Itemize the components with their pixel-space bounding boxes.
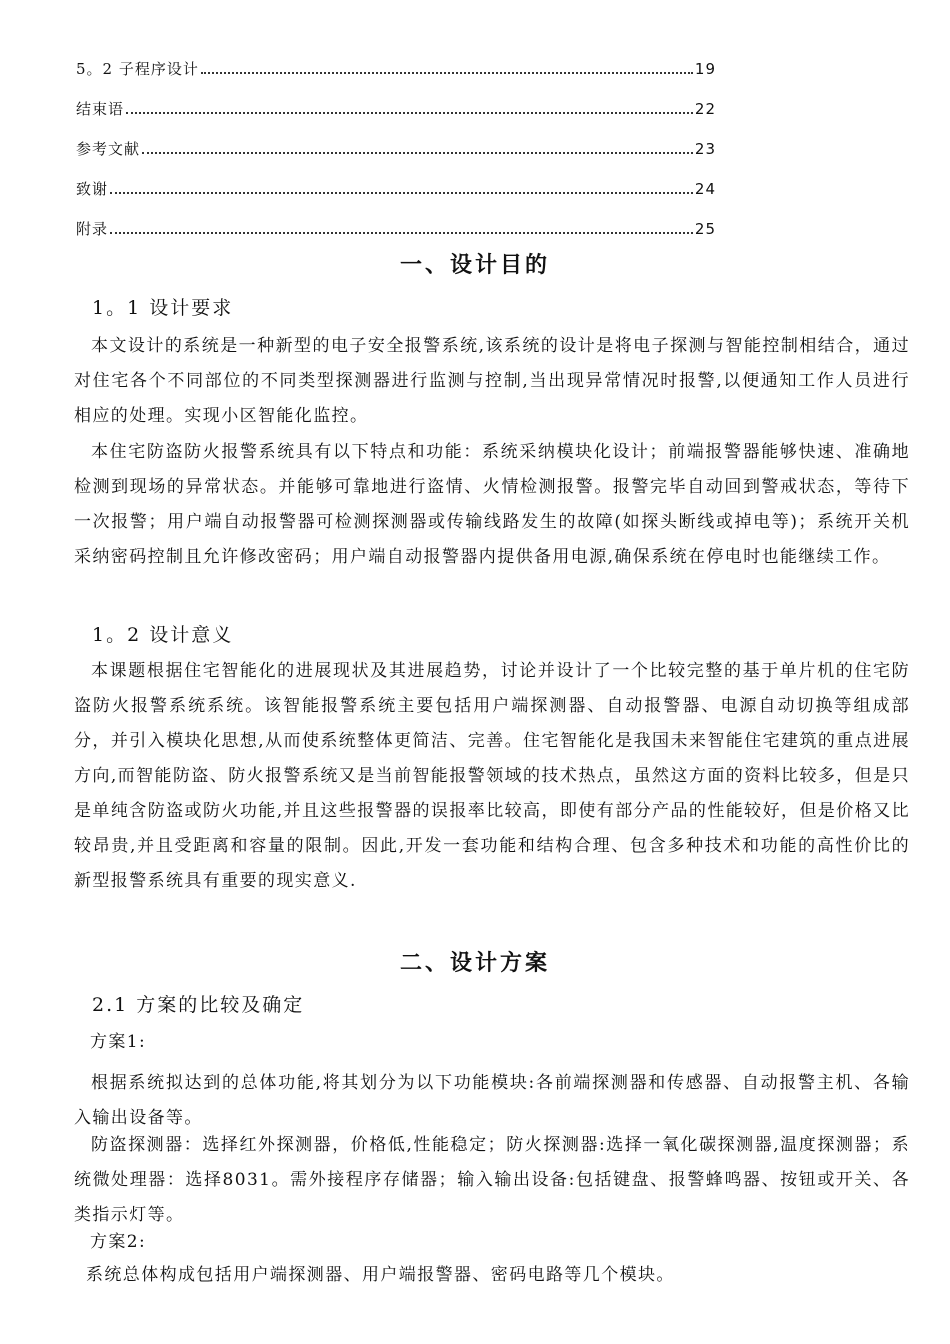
toc-leader-dots: [201, 72, 693, 74]
toc-entry-page: 24: [694, 180, 716, 198]
toc-entry-title: 附录: [76, 220, 109, 238]
toc-entry-page: 19: [694, 60, 716, 78]
plan-2-paragraph: 系统总体构成包括用户端探测器、用户端报警器、密码电路等几个模块。: [86, 1265, 675, 1285]
toc-entry-title: 5。2 子程序设计: [76, 60, 199, 78]
toc-leader-dots: [142, 152, 693, 154]
table-of-contents: [76, 58, 716, 258]
section-1-2-title: 1。2 设计意义: [92, 624, 234, 646]
toc-leader-dots: [110, 232, 693, 234]
toc-leader-dots: [126, 112, 693, 114]
toc-entry-page: 25: [694, 220, 716, 238]
plan-1-label: 方案1:: [90, 1032, 147, 1052]
chapter-1-title: 一、设计目的: [399, 253, 550, 278]
toc-entry-title: 致谢: [76, 180, 109, 198]
section-2-1-title: 2.1 方案的比较及确定: [92, 994, 305, 1016]
section-1-1-title: 1。1 设计要求: [92, 297, 234, 319]
plan-1-paragraph-1: 根据系统拟达到的总体功能,将其划分为以下功能模块:各前端探测器和传感器、自动报警主机、各输入输出设备等。: [74, 1073, 910, 1128]
toc-entry-page: 23: [694, 140, 716, 158]
section-1-1-paragraph-1: 本文设计的系统是一种新型的电子安全报警系统,该系统的设计是将电子探测与智能控制相结合，通过对住宅各个不同部位的不同类型探测器进行监测与控制,当出现异常情况时报警,以便通知工作人员进行相应的处理。实现小区智能化监控。: [74, 336, 910, 426]
toc-entry-page: 22: [694, 100, 716, 118]
plan-1-paragraph-2: 防盗探测器：选择红外探测器，价格低,性能稳定；防火探测器:选择一氧化碳探测器,温度探测器；系统微处理器：选择8031。需外接程序存储器；输入输出设备:包括键盘、报警蜂鸣器、按钮或开关、各类指示灯等。: [74, 1135, 910, 1225]
toc-entry[interactable]: [76, 98, 716, 138]
toc-entry-title: 参考文献: [76, 140, 141, 158]
section-1-1-paragraph-2: 本住宅防盗防火报警系统具有以下特点和功能：系统采纳模块化设计；前端报警器能够快速、准确地检测到现场的异常状态。并能够可靠地进行盗情、火情检测报警。报警完毕自动回到警戒状态，等待下一次报警；用户端自动报警器可检测探测器或传输线路发生的故障(如探头断线或掉电等)；系统开关机采纳密码控制且允许修改密码；用户端自动报警器内提供备用电源,确保系统在停电时也能继续工作。: [74, 442, 910, 567]
toc-entry-title: 结束语: [76, 100, 125, 118]
toc-entry[interactable]: [76, 138, 716, 178]
toc-entry[interactable]: [76, 178, 716, 218]
chapter-2-title: 二、设计方案: [399, 951, 550, 976]
toc-leader-dots: [110, 192, 693, 194]
section-1-2-paragraph: 本课题根据住宅智能化的进展现状及其进展趋势，讨论并设计了一个比较完整的基于单片机的住宅防盗防火报警系统系统。该智能报警系统主要包括用户端探测器、自动报警器、电源自动切换等组成部分，并引入模块化思想,从而使系统整体更简洁、完善。住宅智能化是我国未来智能住宅建筑的重点进展方向,而智能防盗、防火报警系统又是当前智能报警领域的技术热点，虽然这方面的资料比较多，但是只是单纯含防盗或防火功能,并且这些报警器的误报率比较高，即使有部分产品的性能较好，但是价格又比较昂贵,并且受距离和容量的限制。因此,开发一套功能和结构合理、包含多种技术和功能的高性价比的新型报警系统具有重要的现实意义.: [74, 661, 910, 891]
plan-2-label: 方案2:: [90, 1232, 147, 1252]
toc-entry[interactable]: [76, 58, 716, 98]
